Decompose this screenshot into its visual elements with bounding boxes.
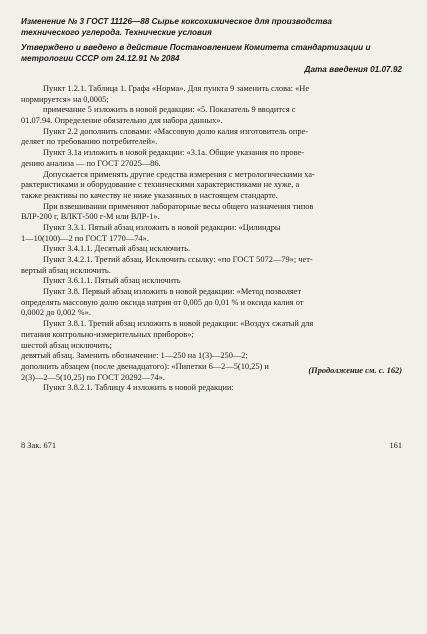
amendment-body xyxy=(21,84,401,394)
body-line: Пункт 1.2.1. Таблица 1. Графа «Норма». Для пункта 9 заменить слова: «Не xyxy=(43,84,310,93)
body-line: Пункт 3.8.2.1. Таблицу 4 изложить в новой редакции: xyxy=(43,383,234,393)
order-number: 8 Зак. 671 xyxy=(21,441,57,450)
body-line: дополнить абзацем (после двенадцатого): «Пипетки 6—2—5(10,25) и xyxy=(21,361,269,371)
body-line: дению анализа — по ГОСТ 27025—86. xyxy=(21,158,161,168)
body-line: питания контрольно-измерительных приборов»; xyxy=(21,329,194,339)
body-line: Пункт 2.2 дополнить словами: «Массовую долю калия изготовитель опре- xyxy=(43,126,309,136)
body-line: деляет по требованию потребителей». xyxy=(21,137,158,147)
continuation-note: (Продолжение см. с. 162) xyxy=(308,366,402,375)
approval-line-1: Утверждено и введено в действие Постановлением Комитета стандартизации и xyxy=(21,43,371,52)
body-line: Пункт 3.4.1.1. Десятый абзац исключить. xyxy=(43,244,191,254)
body-line: ВЛР-200 г, ВЛКТ-500 г-М или ВЛР-1». xyxy=(21,212,160,222)
body-line: вертый абзац исключить. xyxy=(21,265,111,275)
body-line: Пункт 3.8. Первый абзац изложить в новой редакции: «Метод позволяет xyxy=(43,287,302,297)
body-line: Допускается применять другие средства измерения с метрологическими ха- xyxy=(43,169,315,179)
effective-date: Дата введения 01.07.92 xyxy=(304,65,402,74)
body-line: 0,0002 до 0,002 %». xyxy=(21,308,91,318)
body-line: девятый абзац. Заменить обозначение: 1—250 на 1(3)—250—2; xyxy=(21,351,248,361)
page-number: 161 xyxy=(389,441,402,450)
body-line: Пункт 3.3.1. Пятый абзац изложить в новой редакции: «Цилиндры xyxy=(43,222,281,232)
doc-title-line-1: Изменение № 3 ГОСТ 11126—88 Сырье коксохимическое для производства xyxy=(21,17,332,26)
body-line: шестой абзац исключить; xyxy=(21,340,112,350)
body-line: также реактивы по качеству не ниже указанных в настоящем стандарте. xyxy=(21,190,278,200)
body-line: Пункт 3.1а изложить в новой редакции: «3.1а. Общие указания по прове- xyxy=(43,148,305,158)
body-line: 1—10(100)—2 по ГОСТ 1770—74». xyxy=(21,233,149,243)
body-line: При взвешивании применяют лабораторные весы общего назначения типов xyxy=(43,201,314,211)
body-line: определять массовую долю оксида натрия от 0,005 до 0,01 % и оксида калия от xyxy=(21,297,304,307)
body-line: рактеристиками и оборудование с техническими характеристиками не хуже, а xyxy=(21,180,300,190)
doc-title-line-2: технического углерода. Технические условия xyxy=(21,28,212,37)
body-line: нормируется» на 0,0005; xyxy=(21,94,109,104)
approval-line-2: метрологии СССР от 24.12.91 № 2084 xyxy=(21,54,180,63)
body-line: Пункт 3.4.2.1. Третий абзац. Исключить ссылку: «по ГОСТ 5072—79»; чет- xyxy=(43,255,313,264)
body-line: 2(3)—2—5(10,25) по ГОСТ 20292—74». xyxy=(21,372,165,382)
body-line: Пункт 3.6.1.1. Пятый абзац исключить xyxy=(43,276,181,286)
body-line: примечание 5 изложить в новой редакции: «5. Показатель 9 вводится с xyxy=(43,105,296,115)
body-line: Пункт 3.8.1. Третий абзац изложить в новой редакции: «Воздух сжатый для xyxy=(43,319,314,329)
body-line: 01.07.94. Определение обязательно для набора данных». xyxy=(21,116,223,126)
